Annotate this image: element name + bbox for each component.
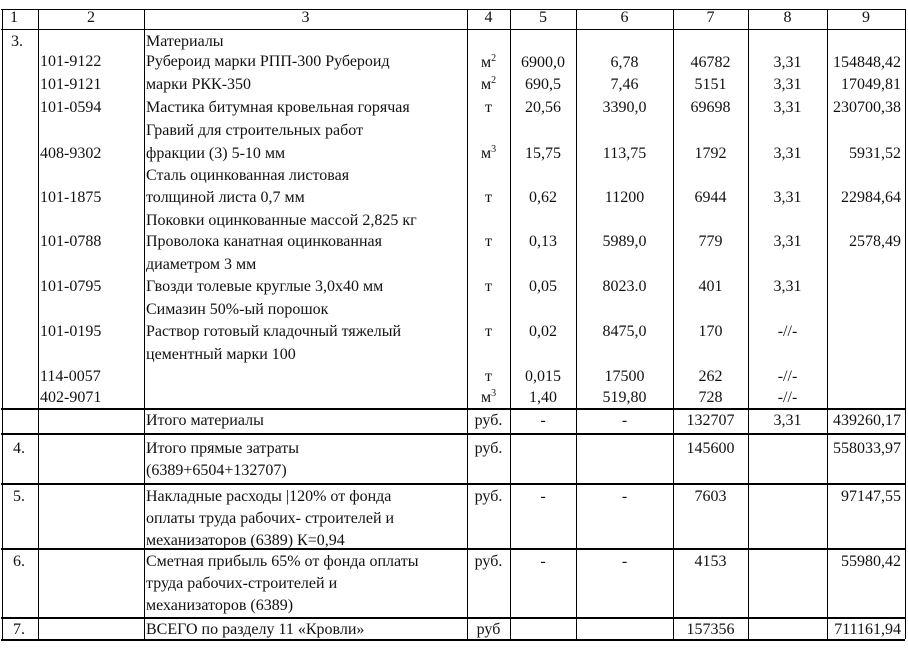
cost-current: 154848,42 — [833, 54, 901, 71]
total-name-line: оплаты труда рабочих- строителей и — [146, 510, 395, 527]
total-col9: 439260,17 — [833, 412, 901, 429]
index-coefficient: 3,31 — [773, 76, 802, 93]
item-name-line: Гвозди толевые круглые 3,0х40 мм — [146, 278, 384, 295]
item-name-line: Рубероид марки РПП-300 Рубероид — [146, 53, 390, 70]
cost-current: 5931,52 — [849, 145, 901, 162]
unit-text: т — [485, 368, 492, 385]
total-col7: 4153 — [694, 553, 727, 570]
item-code: 101-0788 — [40, 233, 102, 250]
item-name-line: Проволока канатная оцинкованная — [146, 233, 382, 250]
index-coefficient: 3,31 — [773, 54, 802, 71]
row-border-3 — [1, 433, 905, 435]
quantity: 6900,0 — [521, 54, 565, 71]
row-border-4 — [1, 483, 905, 485]
cost-base: 46782 — [690, 54, 731, 71]
total-col7: 7603 — [694, 488, 727, 505]
unit-price: 8023.0 — [602, 278, 647, 295]
section-number: 3. — [11, 33, 23, 50]
total-name-line: Сметная прибыль 65% от фонда оплаты — [146, 553, 419, 570]
total-name-line: Накладные расходы |120% от фонда — [146, 488, 392, 505]
total-col5: - — [540, 553, 546, 570]
item-code: 114-0057 — [40, 368, 101, 385]
item-name-line: фракции (3) 5-10 мм — [146, 145, 286, 162]
unit-price: 519,80 — [602, 389, 647, 406]
total-number: 7. — [13, 621, 25, 638]
total-name-line: механизаторов (6389) — [146, 597, 294, 614]
unit-superscript: 3 — [491, 388, 497, 399]
cost-current: 230700,38 — [833, 99, 901, 116]
item-code: 101-9121 — [40, 76, 102, 93]
total-name-line: Итого материалы — [146, 412, 264, 429]
header-col-6: 6 — [620, 9, 629, 26]
index-coefficient: 3,31 — [773, 233, 802, 250]
unit-text: м — [480, 389, 492, 406]
unit-superscript: 2 — [491, 75, 497, 86]
cost-base: 262 — [698, 368, 723, 385]
total-number: 6. — [13, 553, 25, 570]
unit-text: т — [485, 233, 492, 250]
item-name-line: Сталь оцинкованная листовая — [146, 167, 350, 184]
total-name-line: механизаторов (6389) К=0,94 — [146, 532, 345, 549]
total-col7: 145600 — [686, 440, 735, 457]
cost-current: 22984,64 — [841, 189, 901, 206]
header-col-1: 1 — [10, 9, 18, 26]
index-coefficient: 3,31 — [773, 189, 802, 206]
header-col-3: 3 — [301, 9, 310, 26]
cost-base: 6944 — [694, 189, 727, 206]
header-col-7: 7 — [706, 9, 715, 26]
column-border-9 — [905, 9, 906, 639]
unit-price: 5989,0 — [602, 233, 647, 250]
total-col7: 132707 — [686, 412, 735, 429]
quantity: 0,05 — [529, 278, 557, 295]
total-unit: руб. — [474, 553, 503, 570]
item-code: 101-0795 — [40, 278, 102, 295]
unit-price: 3390,0 — [602, 99, 647, 116]
index-coefficient: -//- — [777, 368, 798, 385]
total-name-line: (6389+6504+132707) — [146, 462, 287, 479]
cost-current: 17049,81 — [841, 76, 901, 93]
unit — [468, 143, 509, 166]
cost-base: 69698 — [690, 99, 731, 116]
unit-text: м — [480, 54, 492, 71]
unit-text: т — [485, 323, 492, 340]
unit — [468, 366, 509, 389]
section-title: Материалы — [146, 33, 224, 50]
unit-price: 6,78 — [610, 54, 639, 71]
cost-base: 779 — [698, 233, 723, 250]
unit-text: т — [485, 278, 492, 295]
index-coefficient: -//- — [777, 323, 798, 340]
index-coefficient: -//- — [777, 389, 798, 406]
unit-superscript: 2 — [491, 53, 497, 64]
item-code: 402-9071 — [40, 389, 102, 406]
item-code: 101-1875 — [40, 189, 102, 206]
total-name-line: ВСЕГО по разделу 11 «Кровли» — [146, 621, 365, 638]
quantity: 20,56 — [525, 99, 561, 116]
header-col-5: 5 — [539, 9, 547, 26]
cost-base: 170 — [698, 323, 723, 340]
item-name-line: Гравий для строительных работ — [146, 122, 364, 139]
unit-text: т — [485, 99, 492, 116]
total-col7: 157356 — [686, 621, 735, 638]
header-col-2: 2 — [87, 9, 95, 26]
item-name-line: Мастика битумная кровельная горячая — [146, 99, 410, 116]
header-col-9: 9 — [862, 9, 870, 26]
quantity: 0,13 — [529, 233, 557, 250]
item-name-line: Симазин 50%-ый порошок — [146, 301, 329, 318]
total-col5: - — [540, 412, 546, 429]
index-coefficient: 3,31 — [773, 278, 802, 295]
total-col9: 711161,94 — [834, 621, 901, 638]
unit-price: 11200 — [604, 189, 645, 206]
unit — [468, 321, 509, 344]
unit-price: 113,75 — [602, 145, 647, 162]
item-code: 408-9302 — [40, 145, 102, 162]
cost-base: 401 — [698, 278, 723, 295]
header-col-4: 4 — [484, 9, 493, 26]
quantity: 15,75 — [525, 145, 561, 162]
quantity: 0,62 — [529, 189, 557, 206]
unit-price: 17500 — [604, 368, 645, 385]
item-code: 101-0195 — [40, 323, 102, 340]
total-unit: руб. — [474, 488, 503, 505]
total-unit: руб. — [474, 412, 503, 429]
index-coefficient: 3,31 — [773, 145, 802, 162]
cost-current: 2578,49 — [849, 233, 901, 250]
unit — [468, 387, 509, 410]
unit-superscript: 3 — [491, 144, 497, 155]
total-col6: - — [621, 553, 628, 570]
item-name-line: марки РКК-350 — [146, 76, 252, 93]
total-name-line: труда рабочих-строителей и — [146, 575, 338, 592]
item-name-line: толщиной листа 0,7 мм — [146, 189, 305, 206]
quantity: 0,015 — [525, 368, 561, 385]
total-col5: - — [540, 488, 546, 505]
item-name-line: диаметром 3 мм — [146, 256, 257, 273]
index-coefficient: 3,31 — [773, 99, 802, 116]
total-col6: - — [621, 488, 628, 505]
total-col8: 3,31 — [773, 412, 802, 429]
quantity: 690,5 — [525, 76, 561, 93]
cost-base: 5151 — [694, 76, 727, 93]
total-col6: - — [621, 412, 628, 429]
total-number: 4. — [13, 440, 25, 457]
total-unit: руб — [476, 621, 501, 638]
unit-price: 8475,0 — [602, 323, 647, 340]
item-code: 101-0594 — [40, 99, 102, 116]
unit — [468, 74, 509, 97]
unit-price: 7,46 — [610, 76, 639, 93]
quantity: 0,02 — [529, 323, 557, 340]
unit — [468, 276, 509, 299]
column-border-2 — [144, 9, 145, 639]
unit — [468, 97, 509, 120]
unit — [468, 231, 509, 254]
total-col9: 97147,55 — [841, 488, 901, 505]
item-name-line: цементный марки 100 — [146, 346, 296, 363]
total-col9: 558033,97 — [833, 440, 901, 457]
total-number: 5. — [13, 488, 25, 505]
cost-base: 728 — [698, 389, 723, 406]
column-border-0 — [2, 9, 3, 639]
item-code: 101-9122 — [40, 53, 102, 70]
cost-base: 1792 — [694, 145, 727, 162]
unit-text: м — [480, 76, 492, 93]
item-name-line: Поковки оцинкованные массой 2,825 кг — [146, 212, 417, 229]
header-col-8: 8 — [783, 9, 792, 26]
unit-text: м — [480, 145, 492, 162]
total-unit: руб. — [474, 440, 503, 457]
unit — [468, 187, 509, 210]
quantity: 1,40 — [529, 389, 557, 406]
column-border-1 — [38, 9, 39, 639]
unit — [468, 52, 509, 75]
item-name-line: Раствор готовый кладочный тяжелый — [146, 323, 402, 340]
total-name-line: Итого прямые затраты — [146, 440, 300, 457]
total-col9: 55980,42 — [841, 553, 901, 570]
unit-text: т — [485, 189, 492, 206]
